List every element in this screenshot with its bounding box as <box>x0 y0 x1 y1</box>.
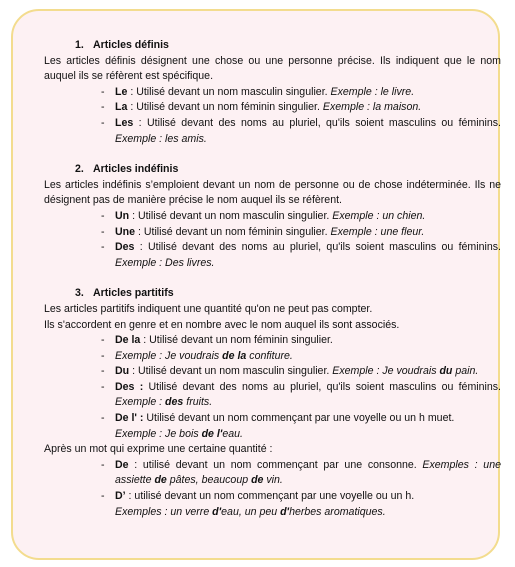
article-example <box>115 396 212 408</box>
list-item <box>44 85 501 101</box>
article-desc: : Utilisé devant un nom masculin singulier. <box>129 209 333 222</box>
example-bold: de la <box>222 349 247 362</box>
example-bold: du <box>439 365 453 378</box>
section-number: 2. <box>75 163 84 176</box>
article-term: Des <box>115 241 135 254</box>
article-term: De l' : <box>115 412 144 425</box>
article-list <box>44 209 501 271</box>
example-text: herbes aromatiques. <box>289 505 386 518</box>
example-bold: de <box>251 474 264 487</box>
article-list <box>44 333 501 442</box>
section-title: Articles indéfinis <box>93 163 179 176</box>
article-term: De <box>115 458 129 471</box>
list-item <box>44 364 501 380</box>
list-item <box>44 209 501 225</box>
section-title: Articles définis <box>93 39 169 51</box>
example-bold: d' <box>212 505 222 518</box>
example-text: eau, un peu <box>221 505 281 518</box>
section-articles-definis <box>44 38 501 147</box>
article-desc: : Utilisé devant des noms au pluriel, qu'ils soient masculins ou féminins. <box>134 241 501 254</box>
article-desc: : Utilisé devant un nom masculin singulier. <box>129 365 333 378</box>
list-item <box>44 349 501 365</box>
content-card <box>11 9 500 560</box>
list-item <box>44 489 501 520</box>
example-text: pain. <box>455 365 479 378</box>
article-list <box>44 85 501 147</box>
article-term: Le <box>115 85 128 98</box>
article-desc: : utilisé devant un nom commençant par une consonne. <box>128 458 423 471</box>
example-text: eau. <box>222 427 243 440</box>
section-intro: Ils s'accordent en genre et en nombre avec le nom auquel ils sont associés. <box>44 318 400 331</box>
article-term: D’ <box>115 490 126 503</box>
article-term: Une <box>115 225 136 238</box>
example-bold: des <box>165 396 184 409</box>
example-bold: de l' <box>201 427 223 440</box>
article-desc: : utilisé devant un nom commençant par une voyelle ou un h. <box>125 490 415 503</box>
dash-bullet: - <box>101 209 105 222</box>
list-item <box>44 100 501 116</box>
dash-bullet: - <box>101 380 105 393</box>
article-desc: : Utilisé devant un nom féminin singulier. <box>127 101 323 114</box>
section-articles-indefinis <box>44 162 501 271</box>
section-intro: Les articles indéfinis s’emploient devant un nom de personne ou de chose indéterminée. Ils ne désignent pas de manière précise le nom auquel ils se réfèrent. <box>44 178 501 207</box>
example-text: Exemple : Je voudrais <box>332 365 440 378</box>
example-text: fruits. <box>183 396 213 409</box>
article-desc: : Utilisé devant un nom masculin singulier. <box>127 85 331 98</box>
article-term: Un <box>115 209 130 222</box>
section-heading <box>75 286 501 302</box>
article-example <box>115 506 386 518</box>
section-title: Articles partitifs <box>93 287 174 300</box>
dash-bullet: - <box>101 241 105 254</box>
list-item <box>44 411 501 442</box>
example-text: Exemple : Je voudrais <box>115 349 223 362</box>
article-example <box>115 428 243 440</box>
article-term: Du <box>115 365 130 378</box>
list-item <box>44 380 501 411</box>
dash-bullet: - <box>101 225 105 238</box>
dash-bullet: - <box>101 365 105 378</box>
article-example: Exemple : un chien. <box>332 209 426 222</box>
article-example: Exemple : la maison. <box>322 101 422 114</box>
list-item <box>44 333 501 349</box>
article-example: Exemple : les amis. <box>115 132 207 145</box>
article-term: La <box>115 101 128 114</box>
list-item <box>44 225 501 241</box>
section-intro: Les articles définis désignent une chose ou une personne précise. Ils indiquent que le nom auquel ils se réfèrent est spécifique. <box>44 54 501 83</box>
article-desc: : Utilisé devant des noms au pluriel, qu'ils soient masculins ou féminins. <box>133 116 501 129</box>
dash-bullet: - <box>101 116 105 129</box>
list-item <box>44 458 501 489</box>
example-text: Exemple : Je bois <box>115 427 202 440</box>
dash-bullet: - <box>101 101 105 114</box>
section-articles-partitifs <box>44 286 501 520</box>
section-intro: Les articles partitifs indiquent une quantité qu'on ne peut pas compter. <box>44 302 373 315</box>
dash-bullet: - <box>101 85 105 98</box>
list-item <box>44 116 501 147</box>
example-text: Exemple : <box>115 396 166 409</box>
section-number: 3. <box>75 287 84 300</box>
article-example <box>332 365 478 377</box>
dash-bullet: - <box>101 349 105 362</box>
example-text: confiture. <box>246 349 293 362</box>
article-desc: Utilisé devant des noms au pluriel, qu'ils soient masculins ou féminins. <box>143 380 501 393</box>
article-desc: : Utilisé devant un nom féminin singulier. <box>135 225 331 238</box>
example-text: Exemples : un verre <box>115 505 213 518</box>
article-example: Exemple : Des livres. <box>115 256 215 269</box>
section-number: 1. <box>75 39 84 51</box>
article-desc: : Utilisé devant un nom féminin singulier. <box>140 334 333 347</box>
quantity-list <box>44 458 501 520</box>
article-example: Exemple : le livre. <box>330 85 415 98</box>
list-item <box>44 240 501 271</box>
example-bold: de <box>154 474 167 487</box>
quantity-intro: Après un mot qui exprime une certaine quantité : <box>44 443 273 456</box>
article-term: Des : <box>115 380 144 393</box>
article-term: Les <box>115 116 134 129</box>
dash-bullet: - <box>101 458 105 471</box>
article-term: De la <box>115 334 141 347</box>
dash-bullet: - <box>101 334 105 347</box>
example-text: Exemples : une assiette <box>115 458 501 487</box>
article-example: Exemple : une fleur. <box>330 225 425 238</box>
example-text: pâtes, beaucoup <box>166 474 252 487</box>
example-text: vin. <box>263 474 283 487</box>
section-heading <box>75 162 501 178</box>
section-heading <box>75 38 501 54</box>
article-example <box>115 350 293 362</box>
dash-bullet: - <box>101 412 105 425</box>
document-body <box>44 38 501 535</box>
dash-bullet: - <box>101 490 105 503</box>
article-desc: Utilisé devant un nom commençant par une voyelle ou un h muet. <box>143 412 455 425</box>
example-bold: d' <box>280 505 290 518</box>
